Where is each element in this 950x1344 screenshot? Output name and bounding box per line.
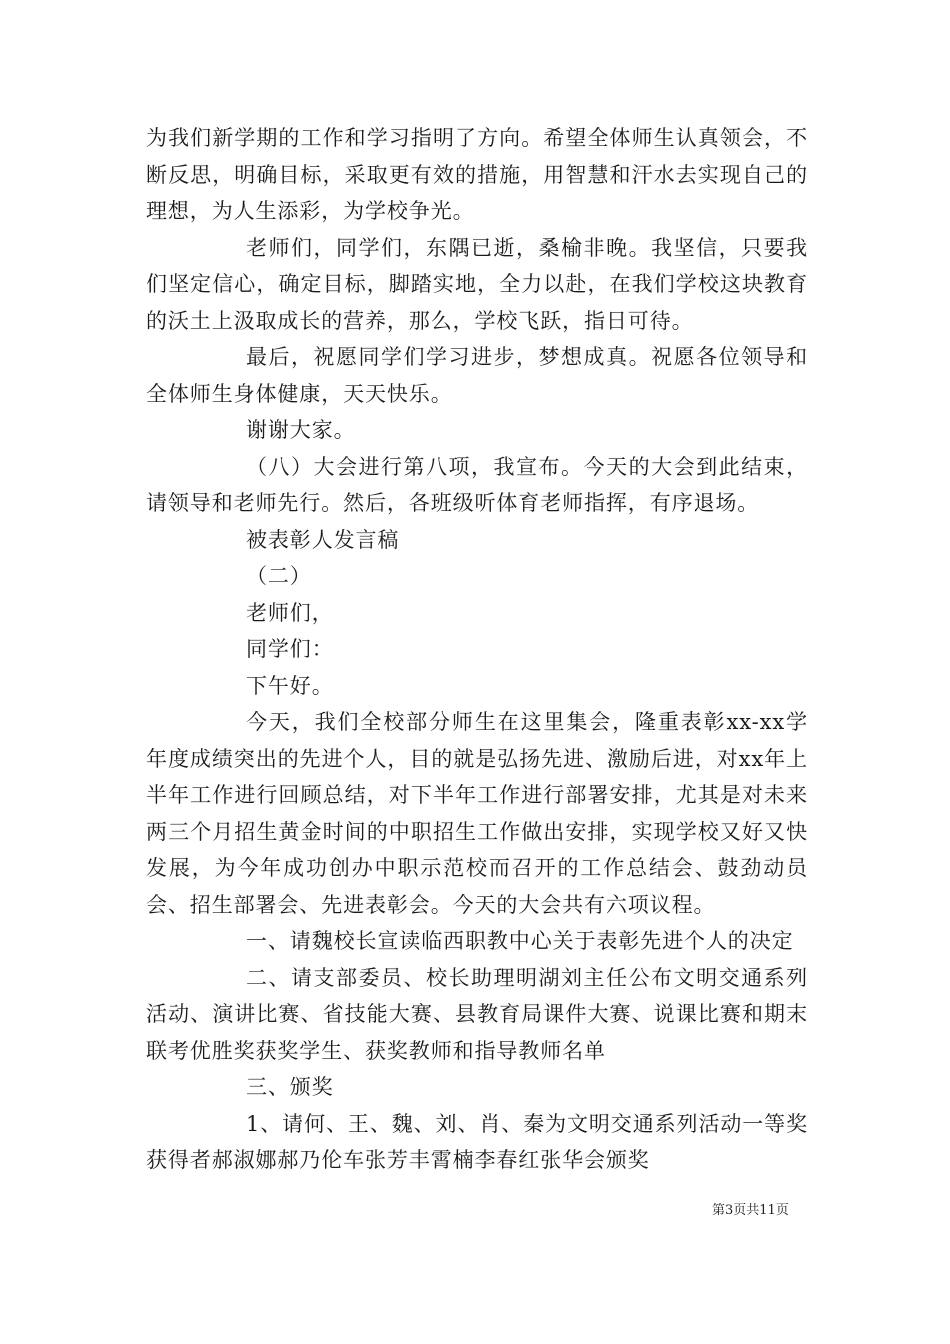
paragraph-thanks: 谢谢大家。 xyxy=(246,418,356,442)
section-number: （二） xyxy=(246,564,312,588)
page-number: 第3页共11页 xyxy=(712,1203,789,1218)
award-item-one: 1、请何、王、魏、刘、肖、秦为文明交通系列活动一等奖获得者郝淑娜郝乃伦车张芳丰霄楠李春红张华会颁奖 xyxy=(146,1111,808,1172)
paragraph-introduction: 今天，我们全校部分师生在这里集会，隆重表彰xx-xx学年度成绩突出的先进个人，目的就是弘扬先进、激励后进，对xx年上半年工作进行回顾总结，对下半年工作进行部署安排，尤其是对未来两三个月招生黄金时间的中职招生工作做出安排，实现学校又好又快发展，为今年成功创办中职示范校而召开的工作总结会、鼓劲动员会、招生部署会、先进表彰会。今天的大会共有六项议程。 xyxy=(146,710,808,917)
paragraph-continuation: 为我们新学期的工作和学习指明了方向。希望全体师生认真领会，不断反思，明确目标，采取更有效的措施，用智慧和汗水去实现自己的理想，为人生添彩，为学校争光。 xyxy=(146,126,808,223)
paragraph-agenda-eight: （八）大会进行第八项，我宣布。今天的大会到此结束，请领导和老师先行。然后，各班级听体育老师指挥，有序退场。 xyxy=(146,454,808,515)
greeting-students: 同学们： xyxy=(246,637,334,661)
agenda-item-one: 一、请魏校长宣读临西职教中心关于表彰先进个人的决定 xyxy=(246,929,794,953)
greeting-afternoon: 下午好。 xyxy=(246,673,334,698)
paragraph-closing-remarks: 老师们，同学们，东隅已逝，桑榆非晚。我坚信，只要我们坚定信心，确定目标，脚踏实地，全力以赴，在我们学校这块教育的沃土上汲取成长的营养，那么，学校飞跃，指日可待。 xyxy=(146,235,808,333)
paragraph-wishes: 最后，祝愿同学们学习进步，梦想成真。祝愿各位领导和全体师生身体健康，天天快乐。 xyxy=(146,345,808,406)
agenda-item-two: 二、请支部委员、校长助理明湖刘主任公布文明交通系列活动、演讲比赛、省技能大赛、县教育局课件大赛、说课比赛和期末联考优胜奖获奖学生、获奖教师和指导教师名单 xyxy=(146,965,808,1063)
document-body xyxy=(146,120,808,1179)
greeting-teachers: 老师们， xyxy=(246,600,334,625)
agenda-item-three: 三、颁奖 xyxy=(246,1075,334,1099)
section-title: 被表彰人发言稿 xyxy=(246,527,400,552)
